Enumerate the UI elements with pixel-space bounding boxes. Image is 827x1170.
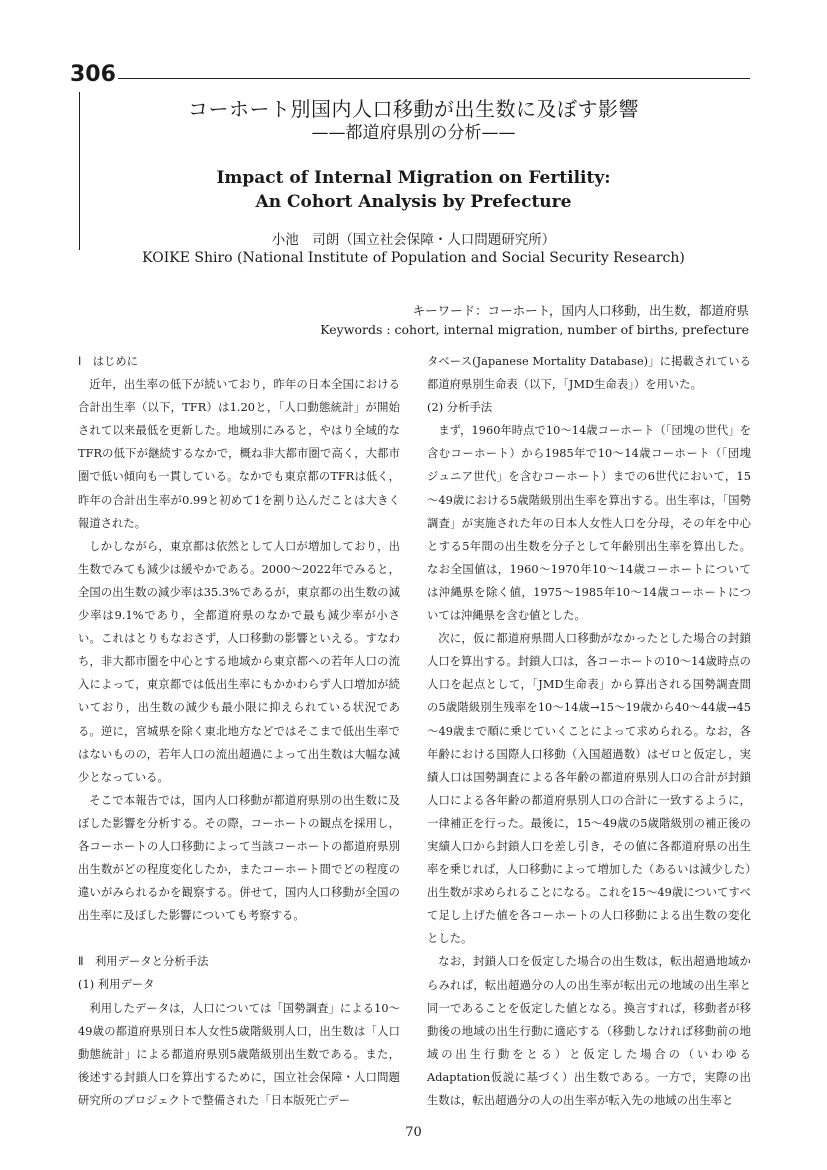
paragraph: 利用したデータは，人口については「国勢調査」による10～49歳の都道府県別日本人女性5歳階級別人口，出生数は「人口動態統計」による都道府県別5歳階級別出生数である。また，後述する封鎖人口を算出するために，国立社会保障・人口問題研究所のプロジェクトで整備された「日本版死亡デー	[78, 1001, 400, 1107]
keywords-english: Keywords : cohort, internal migration, number of births, prefecture	[320, 322, 749, 337]
header-rule	[118, 78, 750, 79]
title-english	[0, 166, 827, 214]
paragraph: 次に，仮に都道府県間人口移動がなかったとした場合の封鎖人口を算出する。封鎖人口は，各コーホートの10～14歳時点の人口を起点として，「JMD生命表」から算出される国勢調査間の5歳階級別生残率を10～14歳→15～19歳から40～44歳→45～49歳まで順に乗じていくことによって求められる。なお，各年齢における国際人口移動（入国超過数）はゼロと仮定し，実績人口は国勢調査による各年齢の都道府県別人口の合計が封鎖人口による各年齢の都道府県別人口の合計に一致するように，一律補正を行った。最後に，15～49歳の5歳階級別の補正後の実績人口から封鎖人口を差し引き，その値に各都道府県の出生率を乗じれば，人口移動によって増加した（あるいは減少した）出生数が求められることになる。これを15～49歳についてすべて足し上げた値を各コーホートの人口移動による出生数の変化とした。	[427, 632, 751, 946]
right-column	[427, 350, 751, 1112]
paragraph: そこで本報告では，国内人口移動が都道府県別の出生数に及ぼした影響を分析する。その際，コーホートの観点を採用し，各コーホートの人口移動によって当該コーホートの都道府県別出生数がどの程度変化したか，またコーホート間でどの程度の違いがみられるかを観察する。併せて，国内人口移動が全国の出生率に及ぼした影響についても考察する。	[78, 793, 400, 923]
paragraph: なお，封鎖人口を仮定した場合の出生数は，転出超過地域からみれば，転出超過分の人の出生率が転出元の地域の出生率と同一であることを仮定した値となる。換言すれば，移動者が移動後の地域の出生行動に適応する（移動しなければ移動前の地域の出生行動をとる）と仮定した場合の（いわゆるAdaptation仮説に基づく）出生数である。一方で，実際の出生数は，転出超過分の人の出生率が転入先の地域の出生率と	[427, 955, 751, 1107]
section-heading-data-methods: Ⅱ 利用データと分析手法	[78, 955, 209, 969]
title-english-line1: Impact of Internal Migration on Fertility:	[216, 168, 611, 188]
subsection-heading-data: (1) 利用データ	[78, 978, 155, 992]
section-gap	[78, 927, 400, 950]
proceedings-page-number: 306	[70, 62, 116, 87]
subsection-heading-methods: (2) 分析手法	[427, 401, 493, 415]
paragraph: タベース(Japanese Mortality Database)」に掲載されている都道府県別生命表（以下，「JMD生命表」）を用いた。	[427, 355, 751, 392]
paragraph: 近年，出生率の低下が続いており，昨年の日本全国における合計出生率（以下，TFR）は1.20と，「人口動態統計」が開始されて以来最低を更新した。地域別にみると，やはり全域的なTFRの低下が継続するなかで，概ね非大都市圏で高く，大都市圏で低い傾向も一貫している。なかでも東京都のTFRは低く，昨年の合計出生率が0.99と初めて1を割り込んだことは大きく報道された。	[78, 378, 400, 530]
title-english-line2: An Cohort Analysis by Prefecture	[255, 192, 572, 212]
left-column	[78, 350, 400, 1112]
paragraph: まず，1960年時点で10～14歳コーホート（「団塊の世代」を含むコーホート）から1985年で10～14歳コーホート（「団塊ジュニア世代」を含むコーホート）までの6世代において，15～49歳における5歳階級別出生率を算出する。出生率は，「国勢調査」が実施された年の日本人女性人口を分母，その年を中心とする5年間の出生数を分子として年齢別出生率を算出した。なお全国値は，1960～1970年10～14歳コーホートについては沖縄県を除く値，1975～1985年10～14歳コーホートについては沖縄県を含む値とした。	[427, 424, 751, 623]
title-japanese: コーホート別国内人口移動が出生数に及ぼす影響	[188, 97, 639, 121]
section-heading-introduction: Ⅰ はじめに	[78, 355, 139, 368]
keywords-japanese: キーワード：コーホート，国内人口移動，出生数，都道府県	[412, 303, 749, 318]
author-english: KOIKE Shiro (National Institute of Population and Social Security Research)	[142, 250, 685, 266]
paragraph: しかしながら，東京都は依然として人口が増加しており，出生数でみても減少は緩やかである。2000～2022年でみると，全国の出生数の減少率は35.3%であるが，東京都の出生数の減少率は9.1%であり，全都道府県のなかで最も減少率が小さい。これはとりもなおさず，人口移動の影響といえる。すなわち，非大都市圏を中心とする地域から東京都への若年人口の流入によって，東京都では低出生率にもかかわらず人口増加が続いており，出生数の減少も最小限に抑えられている状況である。逆に，宮城県を除く東北地方などではそこまで低出生率ではないものの，若年人口の流出超過によって出生数は大幅な減少となっている。	[78, 539, 400, 784]
subtitle-japanese: ——都道府県別の分析——	[311, 123, 516, 143]
footer-page-number: 70	[405, 1125, 422, 1140]
author-japanese: 小池 司朗（国立社会保障・人口問題研究所）	[271, 232, 556, 248]
